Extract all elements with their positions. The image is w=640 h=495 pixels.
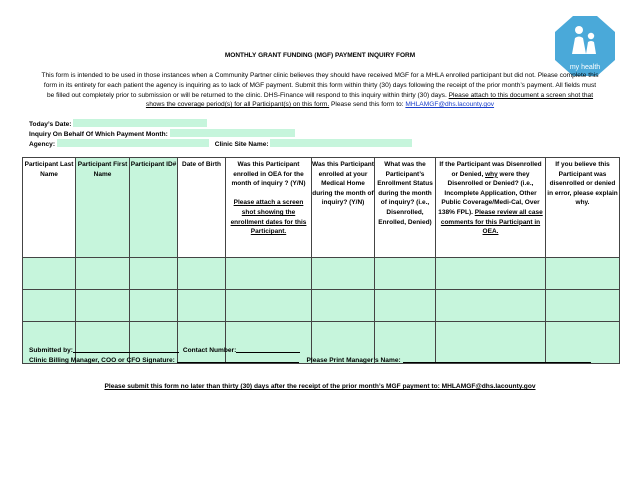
table-cell[interactable] <box>23 258 76 290</box>
participant-table <box>22 157 620 364</box>
footer-instructions: Please submit this form no later than thirty (30) days after the receipt of the prior month’s MGF payment to: MHLAMGF@dhs.lacounty.gov <box>104 383 536 390</box>
submitted-by-line[interactable] <box>73 345 179 353</box>
table-cell[interactable] <box>76 258 130 290</box>
header-date-of-birth: Date of Birth <box>178 158 226 258</box>
header-last-name: Participant Last Name <box>23 158 76 258</box>
submitted-by-row <box>29 345 300 354</box>
table-cell[interactable] <box>375 258 436 290</box>
inquiry-month-input[interactable] <box>170 129 295 137</box>
my-health-logo <box>553 14 617 78</box>
todays-date-row <box>29 119 207 128</box>
submitted-by-label: Submitted by: <box>29 347 73 354</box>
table-cell[interactable] <box>76 290 130 322</box>
header-oea-enrolled-text: Was this Participant enrolled in OEA for the month of inquiry ? (Y/N) <box>231 161 306 188</box>
billing-manager-row <box>29 355 591 364</box>
table-cell[interactable] <box>178 258 226 290</box>
table-cell[interactable] <box>312 258 375 290</box>
header-participant-id: Participant ID# <box>130 158 178 258</box>
billing-manager-signature-line[interactable] <box>177 355 299 363</box>
header-oea-enrolled <box>226 158 312 258</box>
family-icon <box>553 14 617 78</box>
table-cell[interactable] <box>226 290 312 322</box>
table-cell[interactable] <box>546 258 620 290</box>
table-cell[interactable] <box>23 290 76 322</box>
intro-email-link[interactable]: MHLAMGF@dhs.lacounty.gov <box>405 101 495 109</box>
intro-send-text: Please send this form to: <box>329 101 406 109</box>
inquiry-month-label: Inquiry On Behalf Of Which Payment Month: <box>29 131 168 138</box>
contact-number-input[interactable] <box>236 345 300 353</box>
table-cell[interactable] <box>375 290 436 322</box>
todays-date-label: Today’s Date: <box>29 121 72 128</box>
table-cell[interactable] <box>436 290 546 322</box>
inquiry-month-row <box>29 129 295 138</box>
header-disenrolled-reason <box>436 158 546 258</box>
intro-paragraph <box>40 71 600 110</box>
intro-attach-note: Please attach to this document a screen shot that shows the coverage period(s) for all Participant(s) on this form. <box>145 91 594 109</box>
table-cell[interactable] <box>312 290 375 322</box>
clinic-site-label: Clinic Site Name: <box>214 141 269 148</box>
header-medical-home: Was this Participant enrolled at your Medical Home during the month of inquiry? (Y/N) <box>312 158 375 258</box>
header-first-name: Participant First Name <box>76 158 130 258</box>
table-cell[interactable] <box>226 258 312 290</box>
header-enrollment-status: What was the Participant’s Enrollment Status during the month of inquiry? (i.e., Disenrolled, Enrolled, Denied) <box>375 158 436 258</box>
agency-row <box>29 139 412 148</box>
agency-label: Agency: <box>29 141 56 148</box>
logo-text: my health <box>569 64 601 71</box>
clinic-site-input[interactable] <box>270 139 412 147</box>
print-name-label: Please Print Manager’s Name: <box>306 357 403 364</box>
header-error-explanation: If you believe this Participant was disenrolled or denied in error, please explain why. <box>546 158 620 258</box>
billing-manager-label: Clinic Billing Manager, COO or CFO Signature: <box>29 357 177 364</box>
form-title: MONTHLY GRANT FUNDING (MGF) PAYMENT INQUIRY FORM <box>224 52 416 59</box>
table-cell[interactable] <box>130 290 178 322</box>
todays-date-input[interactable] <box>73 119 207 127</box>
contact-number-label: Contact Number: <box>182 347 237 354</box>
table-cell[interactable] <box>436 258 546 290</box>
header-review-comments-note: Please review all case comments for this Participant in OEA. <box>440 208 543 236</box>
intro-text: This form is intended to be used in those instances when a Community Partner clinic believes they should have received MGF for a MHLA enrolled participant but did not. Please complete this form in its entirety for each patient the agency is inquiring as to lack of MGF payment. Submit this form within thirty (30) days following the receipt of the prior month’s payment. All fields must be filled out completely prior to submission or will be returned to the clinic. DHS-Finance will respond to this inquiry within thirty (30) days. <box>41 72 599 99</box>
why-emphasis: why <box>485 170 498 178</box>
header-disenrolled-reason-text: If the Participant was Disenrolled or Denied, why were they Disenrolled or Denied? (i.e., Incomplete Application, Other Public Coverage/Medi-Cal, Over 138% FPL). <box>438 161 542 216</box>
table-cell[interactable] <box>130 258 178 290</box>
print-name-line[interactable] <box>403 355 591 363</box>
agency-input[interactable] <box>57 139 209 147</box>
table-cell[interactable] <box>546 290 620 322</box>
header-oea-screenshot-note: Please attach a screen shot showing the enrollment dates for this Participant. <box>230 199 307 236</box>
table-cell[interactable] <box>178 290 226 322</box>
